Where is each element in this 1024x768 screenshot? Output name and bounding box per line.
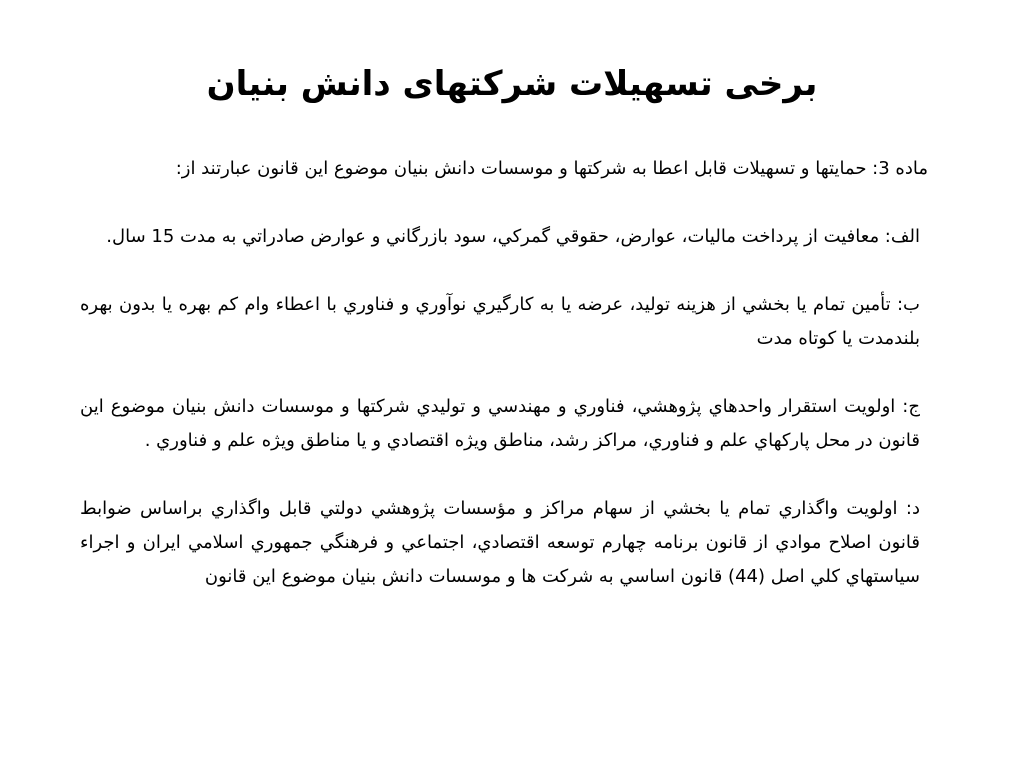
clause-alef: الف: معافيت از پرداخت ماليات، عوارض، حقوقي گمركي، سود بازرگاني و عوارض صادراتي به مدت 15 سال. bbox=[106, 226, 920, 247]
clause-jim: ج: اولويت استقرار واحدهاي پژوهشي، فناوري و مهندسي و توليدي شركتها و موسسات دانش بنيان موضوع اين قانون در محل پاركهاي علم و فناوري، مراكز رشد، مناطق ويژه اقتصادي و يا مناطق ويژه علم و فناوري . bbox=[80, 396, 920, 451]
article-3-intro: ماده 3: حمایتها و تسهیلات قابل اعطا به شرکتها و موسسات دانش بنیان موضوع این قانون عبارتند از: bbox=[175, 158, 928, 179]
slide-title: برخی تسهیلات شرکتهای دانش بنیان bbox=[206, 64, 818, 104]
clause-be: ب: تأمين تمام يا بخشي از هزينه توليد، عرضه يا به كارگيري نوآوري و فناوري با اعطاء وام كم بهره يا بدون بهره بلندمدت يا كوتاه مدت bbox=[80, 294, 920, 349]
slide-body bbox=[80, 152, 928, 594]
clause-dal: د: اولويت واگذاري تمام يا بخشي از سهام مراكز و مؤسسات پژوهشي دولتي قابل واگذاري براساس ضوابط قانون اصلاح موادي از قانون برنامه چهارم توسعه اقتصادي، اجتماعي و فرهنگي جمهوري اسلامي ايران و اجراء سياستهاي كلي اصل (44) قانون اساسي به شركت ها و موسسات دانش بنيان موضوع اين قانون bbox=[80, 498, 920, 587]
